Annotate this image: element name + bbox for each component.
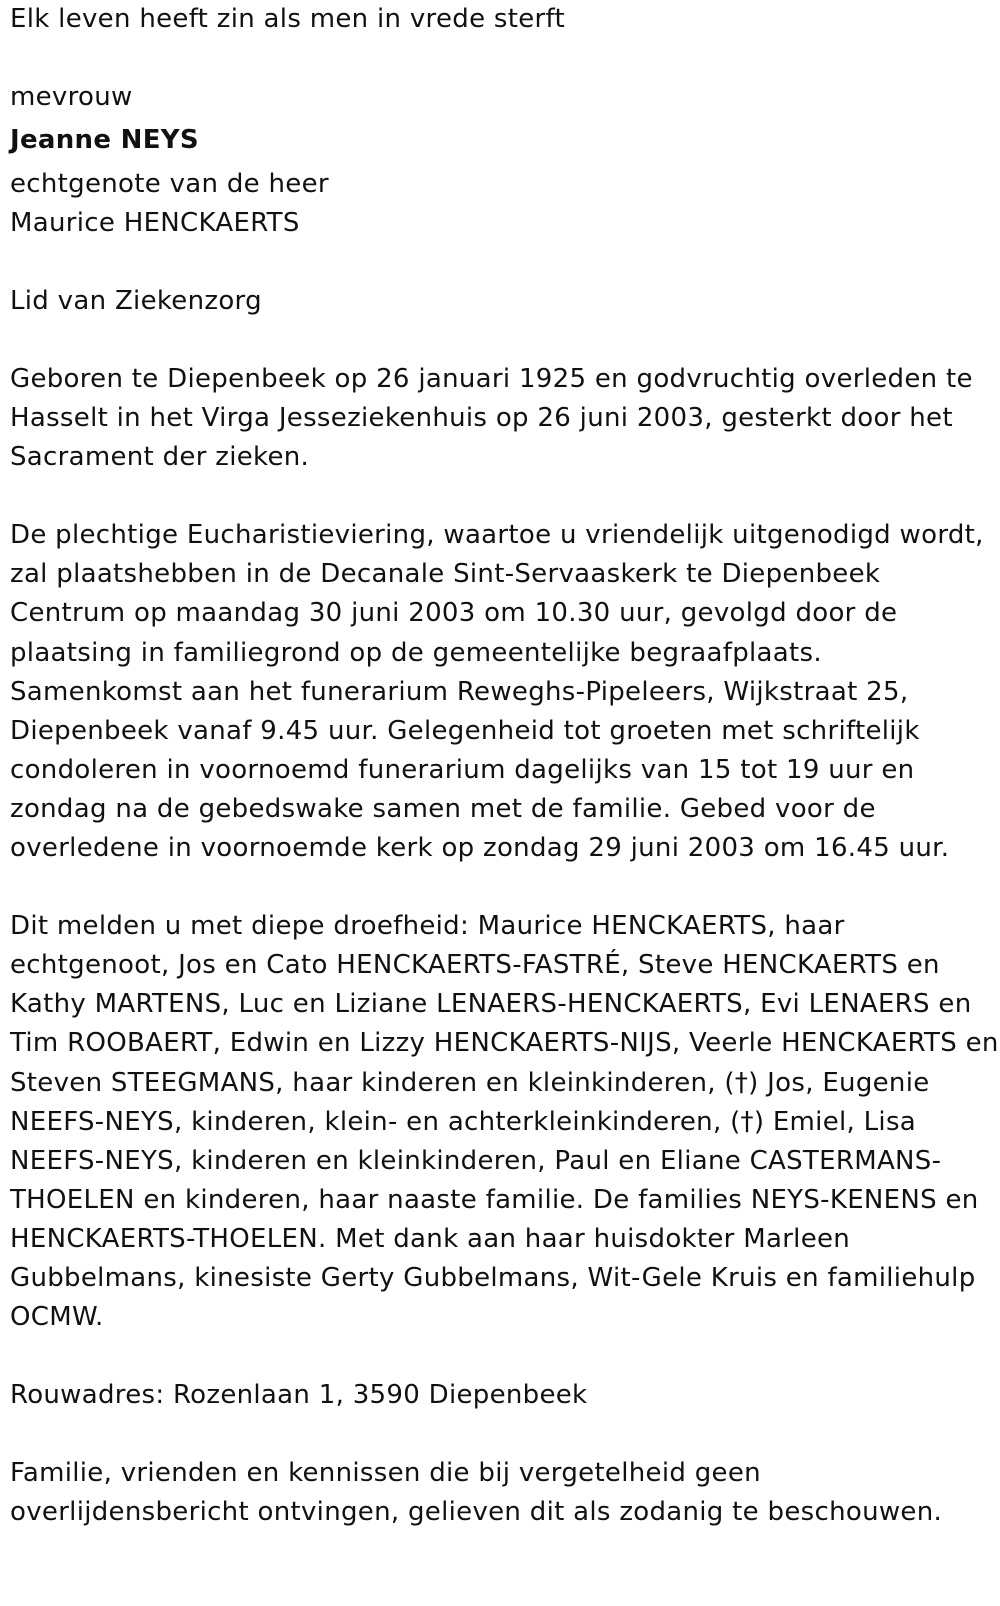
spacer xyxy=(10,243,990,282)
spacer xyxy=(10,39,990,78)
paragraph-line: Centrum op maandag 30 juni 2003 om 10.30 uur, gevolgd door de xyxy=(10,598,898,629)
deceased-name: Jeanne NEYS xyxy=(10,125,199,155)
paragraph-line: zal plaatshebben in de Decanale Sint-Servaaskerk te Diepenbeek xyxy=(10,559,881,590)
paragraph-line: Kathy MARTENS, Luc en Liziane LENAERS-HENCKAERTS, Evi LENAERS en xyxy=(10,989,972,1020)
spacer xyxy=(10,868,990,907)
title-prefix: mevrouw xyxy=(10,82,133,112)
paragraph-line: OCMW. xyxy=(10,1302,104,1333)
paragraph-line: Geboren te Diepenbeek op 26 januari 1925 en godvruchtig overleden te xyxy=(10,364,973,394)
paragraph-line: THOELEN en kinderen, haar naaste familie. De families NEYS-KENENS en xyxy=(10,1184,979,1215)
paragraph-line: De plechtige Eucharistieviering, waartoe u vriendelijk uitgenodigd wordt, xyxy=(10,520,984,551)
paragraph-line: Diepenbeek vanaf 9.45 uur. Gelegenheid tot groeten met schriftelijk xyxy=(10,715,920,746)
paragraph-line: NEEFS-NEYS, kinderen en kleinkinderen, Paul en Eliane CASTERMANS- xyxy=(10,1145,942,1176)
spacer xyxy=(10,1337,990,1376)
ceremony-paragraph xyxy=(10,516,990,868)
spouse-name: Maurice HENCKAERTS xyxy=(10,208,300,238)
paragraph-line: Steven STEEGMANS, haar kinderen en kleinkinderen, (†) Jos, Eugenie xyxy=(10,1067,930,1098)
family-paragraph xyxy=(10,907,999,1337)
paragraph-line: condoleren in voornoemd funerarium dagelijks van 15 tot 19 uur en xyxy=(10,754,915,785)
motto: Elk leven heeft zin als men in vrede sterft xyxy=(10,4,566,34)
paragraph-line: NEEFS-NEYS, kinderen, klein- en achterkleinkinderen, (†) Emiel, Lisa xyxy=(10,1106,917,1137)
closing-paragraph xyxy=(10,1454,990,1532)
spacer xyxy=(10,321,990,360)
paragraph-line: Samenkomst aan het funerarium Reweghs-Pipeleers, Wijkstraat 25, xyxy=(10,676,909,707)
mourning-address: Rouwadres: Rozenlaan 1, 3590 Diepenbeek xyxy=(10,1380,588,1411)
paragraph-line: Dit melden u met diepe droefheid: Maurice HENCKAERTS, haar xyxy=(10,911,845,942)
spacer xyxy=(10,477,990,516)
paragraph-line: Sacrament der zieken. xyxy=(10,442,310,473)
paragraph-line: Hasselt in het Virga Jesseziekenhuis op 26 juni 2003, gesterkt door het xyxy=(10,403,953,434)
paragraph-line: Familie, vrienden en kennissen die bij vergetelheid geen xyxy=(10,1458,761,1489)
paragraph-line: Gubbelmans, kinesiste Gerty Gubbelmans, Wit-Gele Kruis en familiehulp xyxy=(10,1262,976,1293)
paragraph-line: HENCKAERTS-THOELEN. Met dank aan haar huisdokter Marleen xyxy=(10,1223,851,1254)
paragraph-line: echtgenoot, Jos en Cato HENCKAERTS-FASTRÉ, Steve HENCKAERTS en xyxy=(10,950,940,981)
paragraph-line: overledene in voornoemde kerk op zondag 29 juni 2003 om 16.45 uur. xyxy=(10,833,950,864)
membership: Lid van Ziekenzorg xyxy=(10,286,262,316)
paragraph-line: zondag na de gebedswake samen met de familie. Gebed voor de xyxy=(10,793,876,824)
paragraph-line: Tim ROOBAERT, Edwin en Lizzy HENCKAERTS-NIJS, Veerle HENCKAERTS en xyxy=(10,1028,999,1059)
paragraph-line: overlijdensbericht ontvingen, gelieven dit als zodanig te beschouwen. xyxy=(10,1497,943,1528)
spouse-relation: echtgenote van de heer xyxy=(10,169,329,199)
paragraph-line: plaatsing in familiegrond op de gemeentelijke begraafplaats. xyxy=(10,637,822,668)
spacer xyxy=(10,1415,990,1454)
birth-death-paragraph xyxy=(10,360,990,477)
